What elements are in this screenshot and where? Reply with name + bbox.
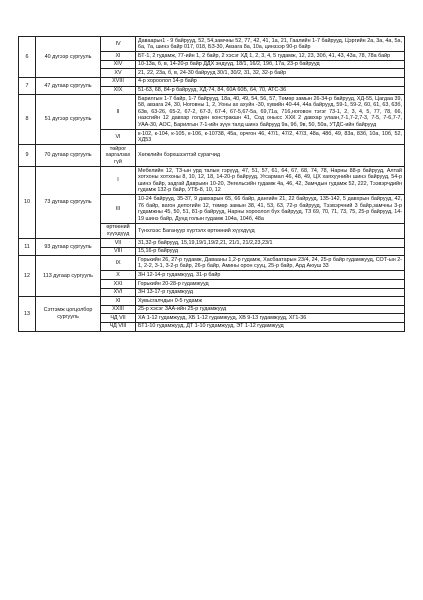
zone-code: I: [101, 167, 136, 195]
zone-description: Горькийн 20-28-р гудамжууд: [136, 280, 405, 289]
table-row: [19, 167, 405, 195]
row-number: 12: [19, 256, 36, 297]
zone-description: 10-13а, б, в, 14-20-р байр ДДХ эндүүд, 18/1, 16/2, 19б, 17а, 23-р байрууд: [136, 60, 405, 69]
zone-description: к-102, к-104, к-105, к-106, к-10738, 45а, орчгон 46, 47/1, 47/2, 47/3, 48а, 48б, 49, 83а, 83б, 10а, 10б, 52, ХД53: [136, 130, 405, 145]
table-row: [19, 239, 405, 248]
zone-code: XVI: [101, 288, 136, 297]
zone-description: 25-р хэсэг ЗАА-ийн 25-р гудамжууд: [136, 305, 405, 314]
zone-code: XXIII: [101, 305, 136, 314]
table-row: [19, 297, 405, 306]
school-name: 93 дугаар сургууль: [36, 239, 101, 256]
row-number: 7: [19, 77, 36, 94]
table-row: [19, 256, 405, 271]
zone-code: ЧД VII: [101, 314, 136, 323]
school-name: 40 дүгээр сургууль: [36, 37, 101, 78]
row-number: 6: [19, 37, 36, 78]
school-name: 51 дүгээр сургууль: [36, 95, 101, 145]
zone-description: 15,16-р байрууд: [136, 247, 405, 256]
zone-description: 31,32-р байрууд, 15,19,19/1,19/2,21, 21/1, 21/2,23,23/1: [136, 239, 405, 248]
zone-description: Хөгжлийн бэрхшээлтэй сурагчид: [136, 145, 405, 167]
zone-code: XV: [101, 69, 136, 78]
zone-description: ХА 1-12 гудамжууд, ХБ 1-12 гудамжууд, ХВ 9-13 гудамжууд, ХГ1-36: [136, 314, 405, 323]
zone-description: Хувьсгалчдын 0-5 гудамж: [136, 297, 405, 306]
table-row: [19, 77, 405, 86]
zone-code: VII: [101, 239, 136, 248]
row-number: 8: [19, 95, 36, 145]
zone-description: Барилгын 1-7 байр, 1-7 байрууд, 18а, 40, 49, 54, 56, 57, Төмөр замын 26-34-р байрууд, ХД-55, Цагдаа 39, 58, авзага 24, 30, Ноговны 1, 2, Уоны ах ахуйн -30, хувийн 40-44, 44а байрууд, 59-1, 59-2, 60, 61, 63, 63б, 63в, 63-26, 65-2, 67-2, 67-3, 67-4, 67-5,67-5а, 69,71а, 716,ноговон тэгэг 73-1, 2, 3, 4, 5, 77, 78, 66, назсгийн 12 давхар голден констракшн 41, Сод онысс ХХК 2 давхар улаан,7-1,7-2,7-3, 7-5, 7-6,7-7, УАА-30, АОС, Барилгын 7-1-ийн зүүн талд шинэ байрууд 9а, 9б, 9в, 50, 50а, УТДС-ийн байрууд: [136, 95, 405, 130]
zone-description: ЗН 13-17-р гудамжууд: [136, 288, 405, 297]
zone-description: Түнхлээс Багануур хүртэлх өртөөний хүүхдүүд: [136, 223, 405, 238]
zone-code: VIII: [101, 247, 136, 256]
table-row: [19, 95, 405, 130]
zone-code: XVIII: [101, 77, 136, 86]
zone-description: Мебелийн 12, ТЗ-ын урд талын гэрүүд, 47, 51, 57, 61, 64, 67, 68, 74, 78, Нарны 88-р байрууд, Алтай хотхоны хотхоны 8, 10, 12, 18, 14-20-р байрууд, Угсармал 46, 48, 49, ЦХ хаяхуунийн шинэ байрууд, 54-р шинэ байр, задгай Даврыин 10-20, Энгельсийн гудамж 4а, 46, 42, Замчдын гудамж 52, 222, Тээвэрчдийн гудамж 132-р байр, УТБ-8, 10, 12: [136, 167, 405, 195]
zone-code: III: [101, 195, 136, 223]
zone-code: II: [101, 95, 136, 130]
school-district-table: [18, 36, 405, 332]
school-name: 73 дугаар сургууль: [36, 167, 101, 239]
school-name: 70 дугаар сургууль: [36, 145, 101, 167]
zone-code: өртөөний хүүхдүүд: [101, 223, 136, 238]
school-name: Сэтгэмж цогцолбор сургууль: [36, 297, 101, 331]
table-row: [19, 145, 405, 167]
zone-code: ЧД VIII: [101, 322, 136, 331]
zone-code: X: [101, 271, 136, 280]
school-name: 47 дугаар сургууль: [36, 77, 101, 94]
zone-code: XIX: [101, 86, 136, 95]
zone-code: IV: [101, 37, 136, 52]
zone-code: VI: [101, 130, 136, 145]
school-name: 113 дугаар сургууль: [36, 256, 101, 297]
zone-description: Горькийн 26, 27-р гудамж, Давааны 1,2-р гудамж, Хасбаатарын 23/4, 24, 25-р байр гудамжууд, СОТ-ын 2-1, 2-2, 3-1, 3-2-р байр, 26-р байр, Амины орон сууц, 25-р байр, Ард Аюуш 33: [136, 256, 405, 271]
row-number: 10: [19, 167, 36, 239]
row-number: 9: [19, 145, 36, 167]
zone-code: XIV: [101, 60, 136, 69]
zone-code: IX: [101, 256, 136, 271]
zone-description: 10-24 байрууд, 35-37, 9 давхарын 65, 66 байр, дангийн 21, 22 байрууд, 135-142, 5 давхрын байрууд, 42, 76 байр, вагон депогийн 12, төмөр замын 38, 41, 53, 63, 72-р байрууд, Тээвэрчний 3 байр,замчны 3-р гудамжны 45, 50, 51, 81-р байрууд, Нарны хороолол бүх байрууд, ТЗ 69, 70, 71, 73, 75, 25-р байрууд, 14-19 шинэ байр, Дунд голын гудамж 104а, 104б, 48а: [136, 195, 405, 223]
zone-description: Даваарьн1 - 9 байрууд, 52, 54,замчны 52, 77, 42, 41, 1а, 21, Гаалийн 1-7 байрууд, Цэргийн 2а, 3а, 4а, 5а, 6а, 7а, шинэ байр 017, 018, БЗ-30, Авзага 8а, 10а, цинзээр 90-р байр: [136, 37, 405, 52]
row-number: 13: [19, 297, 36, 331]
zone-code: төйрог харгалзах гүй: [101, 145, 136, 167]
zone-description: ЗН 12-14-р гудамжууд, 31-р байр: [136, 271, 405, 280]
zone-description: 4-р хороолол 14-р байр: [136, 77, 405, 86]
zone-description: 21, 22, 23а, б, в, 24-30 байрууд 30/1, 30/2, 31, 32, 32-р байр: [136, 69, 405, 78]
zone-description: БТ1-10 гудамжууд, ДТ 1-10 гудамжууд, ЭТ 1-12 гудамжууд: [136, 322, 405, 331]
zone-code: XXI: [101, 280, 136, 289]
table-row: [19, 37, 405, 52]
zone-code: XI: [101, 52, 136, 61]
zone-description: БТ-1, 2 гудамж, 77-ийн 1, 2 байр, 2 хэсэг ХД 1, 2, 3, 4, 5 гудамж, 12, 23, 30б, 41, 43, 43а, 78, 78а байр: [136, 52, 405, 61]
zone-code: XI: [101, 297, 136, 306]
row-number: 11: [19, 239, 36, 256]
zone-description: 51-63, 68, 84-р байрууд, ХД-74, 84, 60А 60Б, 64, 70, АТС-36: [136, 86, 405, 95]
